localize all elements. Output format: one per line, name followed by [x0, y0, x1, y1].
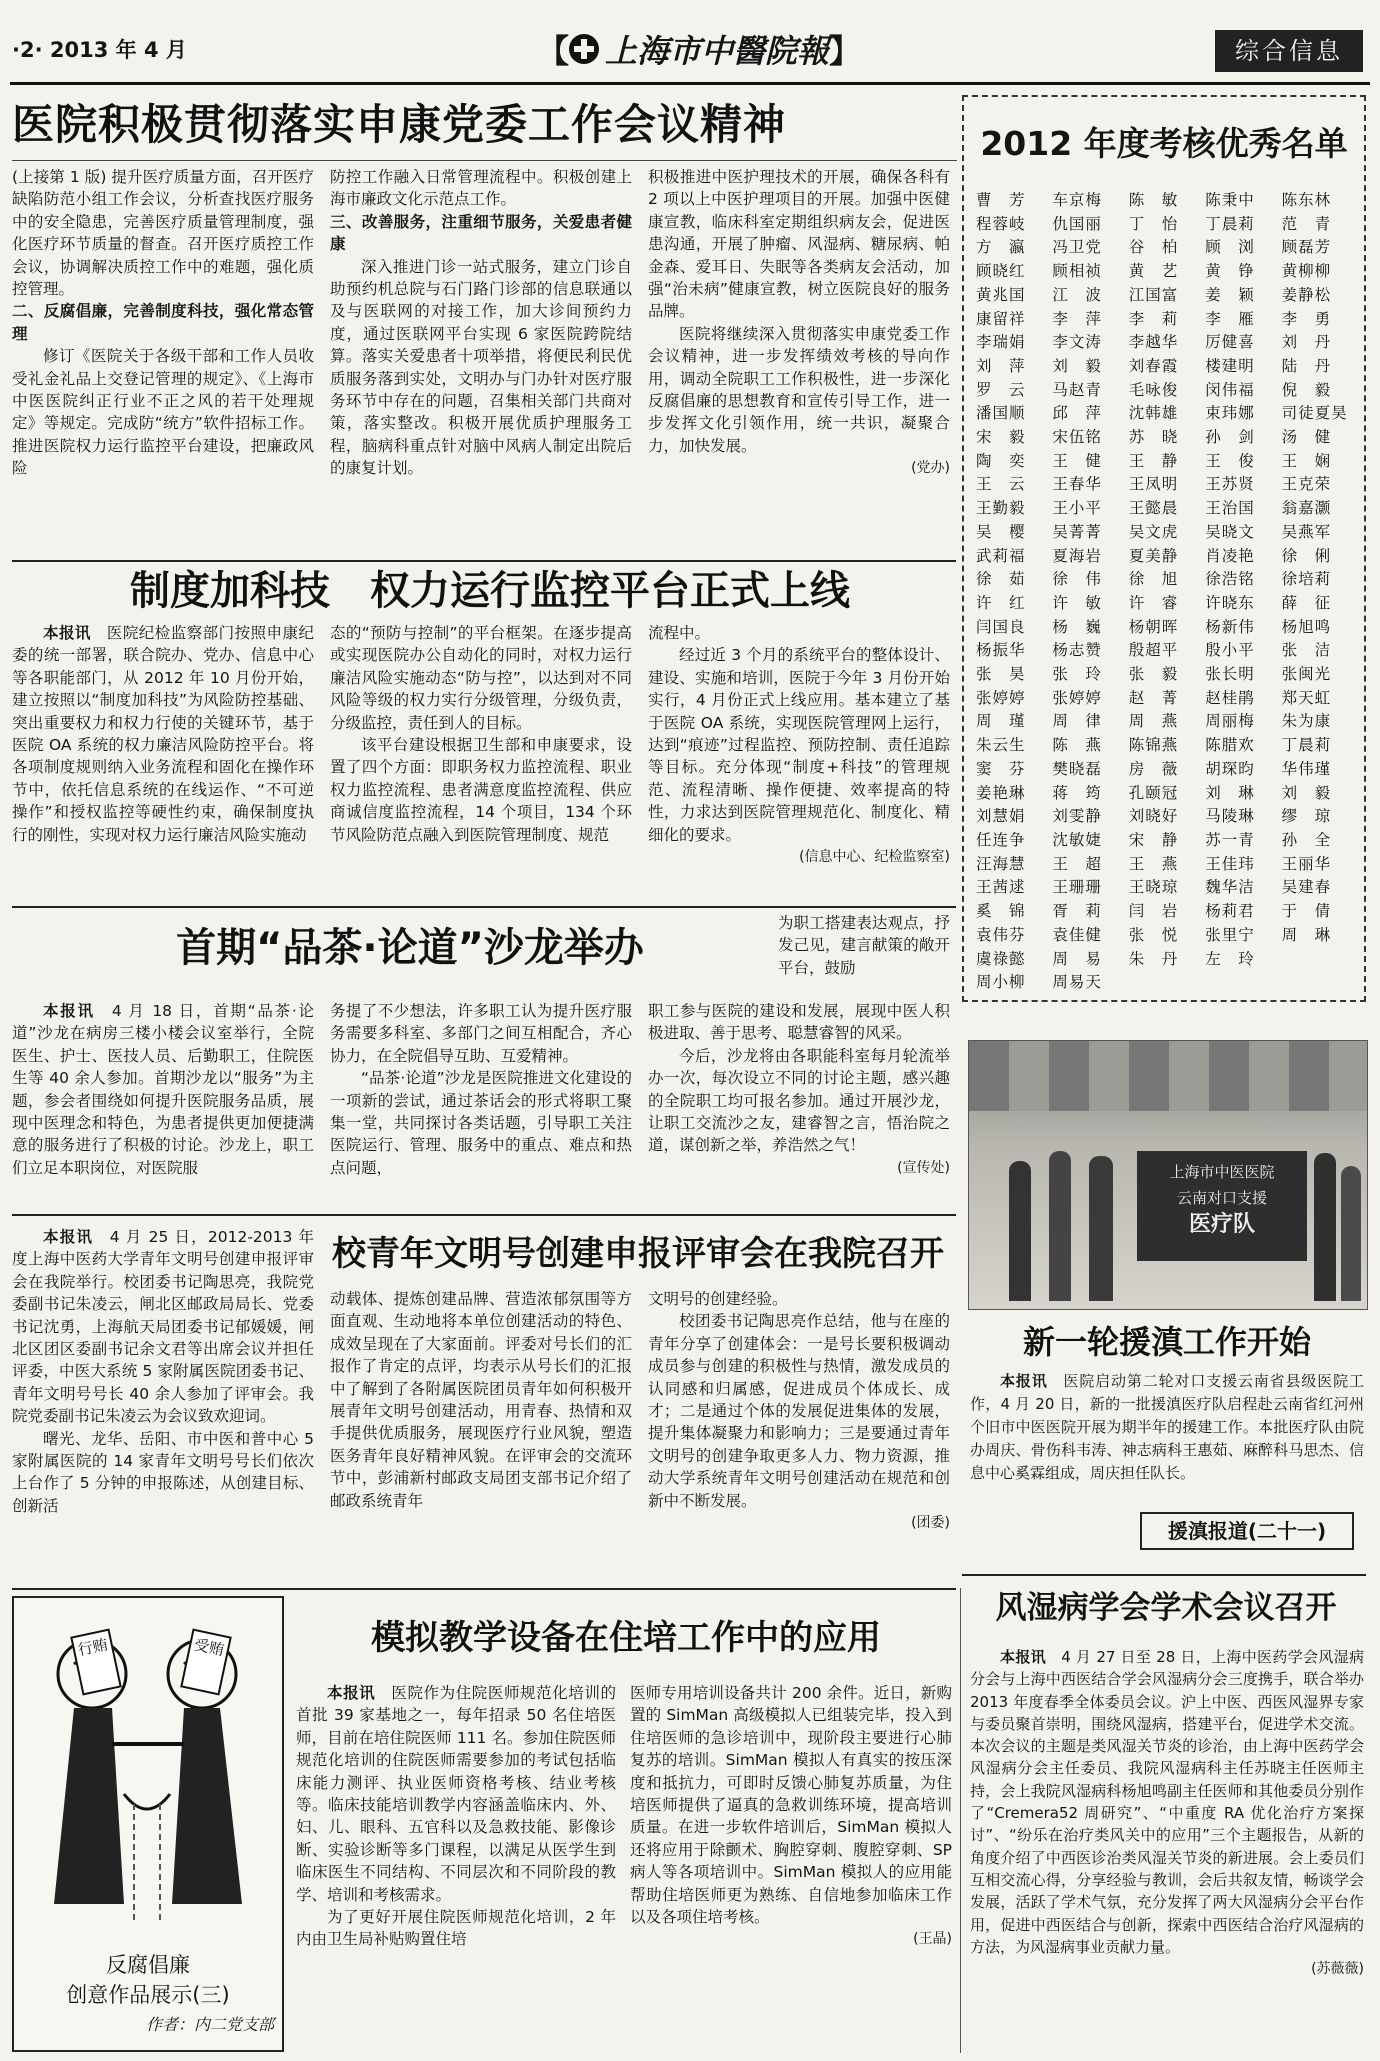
honor-name: 楼建明 [1205, 356, 1255, 375]
honor-name-grid [976, 189, 1352, 995]
honor-name: 李 雁 [1205, 309, 1255, 328]
honor-name: 于 倩 [1281, 902, 1332, 921]
honor-name: 郑天虹 [1281, 688, 1332, 707]
honor-name: 顾相祯 [1052, 262, 1102, 281]
honor-name [1282, 971, 1352, 995]
article-paragraph: 职工参与医院的建设和发展，展现中医人积极进取、善于思考、聪慧睿智的风采。 [648, 1002, 950, 1043]
honor-name: 陈秉中 [1205, 191, 1255, 209]
honor-name: 谷 柏 [1128, 238, 1179, 257]
honor-name: 厉健喜 [1205, 333, 1255, 352]
honor-name: 王懿晨 [1128, 499, 1179, 518]
honor-list-title: 2012 年度考核优秀名单 [980, 124, 1348, 163]
honor-name: 刘慧娟 [976, 807, 1026, 826]
article-source: (王晶) [913, 1931, 952, 1948]
honor-name: 王 燕 [1128, 854, 1179, 873]
article-paragraph: 本报讯 4 月 25 日，2012-2013 年度上海中医药大学青年文明号创建申报评审会在我院举行。校团委书记陶思亮，我院党委副书记朱凌云，闸北区邮政局局长、党委书记沈勇，上海航天局团委书记郁媛媛，闸北区团区委副书记余文君等出席会议并担任评委，中医大系统 5 家附属医院团委书记、青年文明号号长 40 余人参加了评审会。我院党委副书记朱凌云为会议致欢迎词。 [12, 1228, 314, 1426]
honor-name [1129, 971, 1199, 995]
honor-name: 马赵青 [1052, 380, 1102, 399]
article-column [330, 166, 632, 566]
article-paragraph: 本报讯 医院作为住院医师规范化培训的首批 39 家基地之一，每年招录 50 名住培医师，目前在培住院医师 111 名。参加住院医师规范化培训的住院医师需要参加的考试包括临床能力测评、执业医师资格考核、结业考核等。临床技能培训教学内容涵盖临床内、外、妇、儿、眼科、五官科以及急救技能、影像诊断、实验诊断等多门课程，以满足从医学生到临床医生不同结构、不同层次和不同阶段的教学、培训和考核需求。 [296, 1684, 616, 1904]
honor-name: 夏海岩 [1052, 546, 1102, 565]
honor-name: 王 云 [976, 475, 1026, 494]
honor-name: 吴建春 [1281, 878, 1332, 897]
honor-name: 袁佳健 [1052, 925, 1102, 944]
honor-name: 朱云生 [976, 736, 1026, 755]
honor-name: 黄柳柳 [1281, 262, 1332, 281]
aid-title: 新一轮援滇工作开始 [1022, 1323, 1311, 1361]
honor-name: 周 琳 [1281, 925, 1332, 944]
article-paragraph: “品茶·论道”沙龙是医院推进文化建设的一项新的尝试，通过茶话会的形式将职工聚集一堂，共同探讨各类话题，引导职工关注医院运行、管理、服务中的重点、难点和热点问题， [330, 1069, 632, 1177]
article-source: (团委) [911, 1515, 950, 1532]
dateline: 本报讯 [43, 1002, 95, 1020]
sign-accept-bribe: 受贿 [180, 1628, 232, 1695]
honor-name: 刘 萍 [976, 356, 1026, 375]
honor-name [1282, 948, 1352, 972]
honor-name: 王克荣 [1281, 475, 1332, 494]
article-paragraph: 今后，沙龙将由各职能科室每月轮流举办一次，每次设立不同的讨论主题，感兴趣的全院职工均可报名参加。通过开展沙龙，让职工交流沙之友，建睿智之言，悟治院之道，谋创新之举，养浩然之气！ [648, 1046, 950, 1155]
honor-name: 任连争 [976, 830, 1026, 849]
honor-name: 马陵琳 [1205, 807, 1255, 826]
honor-name: 丁晨莉 [1205, 214, 1255, 233]
honor-name: 徐培莉 [1281, 570, 1332, 589]
anti-corruption-cartoon [12, 1596, 284, 2052]
section-tag: 综合信息 [1215, 30, 1363, 72]
honor-name: 奚 锦 [976, 902, 1026, 921]
honor-name: 黄兆国 [976, 285, 1026, 304]
article-paragraph: 医师专用培训设备共计 200 余件。近日，新购置的 SimMan 高级模拟人已组装完毕，投入到住培医师的急诊培训中，现阶段主要进行心肺复苏的培训。SimMan 模拟人有真实的按压深度和抵抗力，可即时反馈心肺复苏质量，为住培医师提供了逼真的急救训练环境，提高培训质量。在进一步软件培训后，SimMan 模拟人还将应用于除颤术、胸腔穿刺、腹腔穿刺、SP 病人等各项培训中。SimMan 模拟人的应用能帮助住培医师更为熟练、自信地参加临床工作以及各项住培考核。 [630, 1684, 952, 1927]
honor-name: 姜 颖 [1205, 285, 1255, 304]
honor-name: 刘 琳 [1205, 783, 1255, 802]
honor-name: 樊晓磊 [1052, 759, 1102, 778]
honor-name: 袁伟芬 [976, 925, 1026, 944]
banner-line: 云南对口支援 [1176, 1189, 1267, 1207]
honor-name: 李 莉 [1128, 309, 1179, 328]
honor-name: 周易天 [1052, 973, 1102, 992]
article-source: (信息中心、纪检监察室) [799, 849, 950, 866]
honor-name: 吴 樱 [976, 522, 1026, 541]
cartoon-author: 作者：内二党支部 [145, 2015, 274, 2034]
article-column [12, 622, 314, 898]
honor-name: 徐 俐 [1281, 546, 1332, 565]
honor-name: 张 洁 [1281, 641, 1332, 660]
honor-name: 杨旭鸣 [1281, 617, 1332, 636]
article-column [970, 1646, 1364, 2056]
honor-name: 薛 征 [1281, 593, 1332, 612]
honor-name: 王小平 [1052, 499, 1102, 518]
honor-name: 周 易 [1052, 949, 1102, 968]
article-paragraph: 文明号的创建经验。 [648, 1290, 788, 1308]
honor-name: 姜艳琳 [976, 783, 1026, 802]
honor-name: 翁嘉灏 [1281, 499, 1332, 518]
honor-name: 胡琛昀 [1205, 759, 1255, 778]
honor-name: 陈东林 [1281, 191, 1332, 209]
honor-name: 徐 旭 [1128, 570, 1179, 589]
honor-name: 华伟瑾 [1281, 759, 1332, 778]
team-banner [1137, 1151, 1307, 1261]
honor-name: 张长明 [1205, 665, 1255, 684]
honor-name: 黄 铮 [1205, 262, 1255, 281]
article-paragraph: 本报讯 医院纪检监察部门按照申康纪委的统一部署，联合院办、党办、信息中心等各职能部门，从 2012 年 10 月份开始，建立按照以“制度加科技”为风险防控基础、突出重要权力和权力行使的关键环节，基于医院 OA 系统的权力廉洁风险防控平台。将各项制度规则纳入业务流程和固化在操作环节中，依托信息系统的在线运作、“不可逆操作”和授权监控等硬性约束，确保制度执行的刚性，实现对权力运行廉洁风险实施动 [12, 624, 314, 844]
honor-name: 宋 静 [1128, 830, 1179, 849]
article-column [12, 166, 314, 566]
dateline: 本报讯 [1000, 1648, 1046, 1666]
honor-name: 杨 巍 [1052, 617, 1102, 636]
honor-name: 吴晓文 [1205, 522, 1255, 541]
honor-name: 赵桂鹃 [1205, 688, 1255, 707]
honor-name: 王苏贤 [1205, 475, 1255, 494]
article-title: 医院积极贯彻落实申康党委工作会议精神 [12, 100, 787, 149]
honor-name: 毛咏俊 [1128, 380, 1179, 399]
honor-name: 刘 毅 [1052, 356, 1102, 375]
team-photo [968, 1040, 1368, 1310]
honor-name: 杨朝晖 [1128, 617, 1179, 636]
honor-name: 丁晨莉 [1281, 736, 1332, 755]
honor-name: 曹 芳 [976, 191, 1026, 209]
cartoon-drawing [14, 1604, 282, 1934]
honor-name: 王春华 [1052, 475, 1102, 494]
honor-name: 徐浩铭 [1205, 570, 1255, 589]
honor-name: 肖凌艳 [1205, 546, 1255, 565]
honor-name: 王晓琼 [1128, 878, 1179, 897]
article-column [648, 1288, 950, 1578]
honor-name: 宋伍铭 [1052, 428, 1102, 447]
honor-name: 陶 奕 [976, 451, 1026, 470]
honor-name: 闵伟福 [1205, 380, 1255, 399]
honor-name: 范 青 [1281, 214, 1332, 233]
honor-name: 吴菁菁 [1052, 522, 1102, 541]
honor-name: 康留祥 [976, 309, 1026, 328]
honor-name: 顾晓红 [976, 262, 1026, 281]
honor-name: 沈韩雄 [1128, 404, 1179, 423]
honor-name: 陆 丹 [1281, 356, 1332, 375]
honor-name: 李文涛 [1052, 333, 1102, 352]
honor-name: 方 瀛 [976, 238, 1026, 257]
article-paragraph: 流程中。 [648, 624, 711, 642]
honor-name: 车京梅 [1052, 191, 1102, 209]
honor-name: 张 毅 [1128, 665, 1179, 684]
honor-name: 夏美静 [1128, 546, 1179, 565]
honor-name: 仇国丽 [1052, 214, 1102, 233]
honor-name: 殷超平 [1128, 641, 1179, 660]
honor-name: 徐 伟 [1052, 570, 1102, 589]
honor-name: 张闽光 [1281, 665, 1332, 684]
article-source: (党办) [911, 460, 950, 477]
article-paragraph: 修订《医院关于各级干部和工作人员收受礼金礼品上交登记管理的规定》、《上海市中医医院纠正行业不正之风的若干处理规定》等规定。完成防“统方”软件招标工作。推进医院权力运行监控平台建设，把廉政风险 [12, 347, 314, 478]
honor-name: 吴燕军 [1281, 522, 1332, 541]
honor-name: 潘国顺 [976, 404, 1026, 423]
honor-name: 周小柳 [976, 973, 1026, 992]
honor-name: 陈锦燕 [1128, 736, 1179, 755]
page-date: ·2· 2013 年 4 月 [12, 38, 187, 62]
honor-name: 陈 敏 [1128, 191, 1179, 209]
article-column [12, 1226, 314, 1576]
article-paragraph: (上接第 1 版) 提升医疗质量方面，召开医疗缺陷防范小组工作会议，分析查找医疗服务中的安全隐患，完善医疗质量管理制度，强化医疗环节质量的督查。召开医疗质控工作会议，协调解决质控工作中的难题，强化质控管理。 [12, 168, 314, 299]
honor-name: 王丽华 [1281, 854, 1332, 873]
article-paragraph: 为职工搭建表达观点，抒发己见，建言献策的敞开平台，鼓励 [778, 914, 950, 977]
article-title: 风湿病学会学术会议召开 [995, 1590, 1337, 1626]
article-paragraph: 医院将继续深入贯彻落实申康党委工作会议精神，进一步发挥绩效考核的导向作用，调动全院职工工作积极性，进一步深化反腐倡廉的思想教育和宣传引导工作，进一步发挥文化引领作用，统一共识，凝聚合力，加快发展。 [648, 324, 950, 455]
article-subheading: 二、反腐倡廉，完善制度科技，强化常态管理 [12, 302, 314, 343]
honor-name [1205, 971, 1275, 995]
article-paragraph: 防控工作融入日常管理流程中。积极创建上海市廉政文化示范点工作。 [330, 168, 632, 209]
honor-name: 刘 丹 [1281, 333, 1332, 352]
article-paragraph: 为了更好开展住院医师规范化培训，2 年内由卫生局补贴购置住培 [296, 1908, 616, 1949]
cartoon-caption: 反腐倡廉 [106, 1953, 190, 1977]
honor-name: 沈敏婕 [1052, 830, 1102, 849]
honor-name: 许 睿 [1128, 593, 1179, 612]
honor-name: 黄 艺 [1128, 262, 1179, 281]
honor-name: 周 燕 [1128, 712, 1179, 731]
honor-list-box [962, 95, 1366, 1002]
honor-name: 殷小平 [1205, 641, 1255, 660]
honor-name: 周 瑾 [976, 712, 1026, 731]
article-column [330, 1288, 632, 1578]
honor-name: 陈 燕 [1052, 736, 1102, 755]
honor-name: 司徒夏昊 [1281, 404, 1348, 423]
honor-name: 王 健 [1052, 451, 1102, 470]
article-paragraph: 本报讯 4 月 18 日，首期“品茶·论道”沙龙在病房三楼小楼会议室举行，全院医生、护士、医技人员、后勤职工，住院医生等 40 余人参加。首期沙龙以“服务”为主题，参会者围绕如何提升医院服务品质，展现中医理念和特色，为患者提供更加便捷满意的服务进行了积极的讨论。沙龙上，职工们立足本职岗位，对医院服 [12, 1002, 314, 1177]
honor-name: 胥 莉 [1052, 902, 1102, 921]
honor-name: 孙 全 [1281, 830, 1332, 849]
honor-name: 张 玲 [1052, 665, 1102, 684]
honor-name: 武莉福 [976, 546, 1026, 565]
honor-name: 汤 健 [1281, 428, 1332, 447]
honor-name: 杨振华 [976, 641, 1026, 660]
honor-name: 朱 丹 [1128, 949, 1179, 968]
honor-name: 许晓东 [1205, 593, 1255, 612]
honor-name: 束玮娜 [1205, 404, 1255, 423]
article-paragraph: 态的“预防与控制”的平台框架。在逐步提高或实现医院办公自动化的同时，对权力运行廉洁风险实施动态“防与控”，以达到对不同风险等级的权力实行分级管理，分级负责，分级监控，责任到人的目标。 [330, 624, 632, 732]
honor-name: 虞祿懿 [976, 949, 1026, 968]
honor-name: 孙 剑 [1205, 428, 1255, 447]
honor-name: 顾 浏 [1205, 238, 1255, 257]
article-title: 首期“品茶·论道”沙龙举办 [176, 925, 644, 971]
honor-name: 罗 云 [976, 380, 1026, 399]
honor-name: 杨莉君 [1205, 902, 1255, 921]
article-paragraph: 本报讯 4 月 27 日至 28 日，上海中医药学会风湿病分会与上海中西医结合学会风湿病分会三度携手，联合举办 2013 年度春季全体委员会议。沪上中医、西医风湿界专家与委员聚首崇明，围绕风湿病，搭建平台，促进学术交流。本次会议的主题是类风湿关节炎的诊治，由上海中医药学会风湿病分会主任委员、我院风湿病科主任苏晓主任医师主持，会上我院风湿病科杨旭鸣副主任医师和其他委员分别作了“Cremera52 周研究”、“中重度 RA 优化治疗方案探讨”、“纷乐在治疗类风关中的应用”三个主题报告，从新的角度介绍了中西医诊治类风湿关节炎的新进展。会上委员们互相交流心得，分享经验与教训，会后共叙友情，畅谈学会发展，活跃了学术气氛，充分发挥了两大风湿病分会平台作用，促进中西医结合与创新，探索中西医结合治疗风湿病的方法，为风湿病事业贡献力量。 [970, 1648, 1364, 1956]
paper-name: 上海市中醫院報 [604, 32, 829, 70]
honor-name: 王珊珊 [1052, 878, 1102, 897]
honor-name: 缪 琼 [1281, 807, 1332, 826]
honor-name: 张 悦 [1128, 925, 1179, 944]
bracket-right: 】 [829, 32, 862, 70]
honor-name: 王 静 [1128, 451, 1179, 470]
honor-name: 许 红 [976, 593, 1026, 612]
article-title: 模拟教学设备在住培工作中的应用 [371, 1618, 881, 1658]
honor-name: 顾磊芳 [1281, 238, 1332, 257]
honor-name: 王佳玮 [1205, 854, 1255, 873]
honor-name: 倪 毅 [1281, 380, 1332, 399]
honor-name: 魏华洁 [1205, 878, 1255, 897]
honor-name: 窦 芬 [976, 759, 1026, 778]
article-paragraph: 经过近 3 个月的系统平台的整体设计、建设、实施和培训，医院于今年 3 月份开始实行，4 月份正式上线应用。基本建立了基于医院 OA 系统，实现医院管理网上运行，达到“痕迹”过程监控、预防控制、责任追踪等目标。充分体现“制度+科技”的管理规范、流程清晰、操作便捷、效率提高的特性，力求达到医院管理规范化、制度化、精细化的要求。 [648, 646, 950, 844]
article-paragraph: 曙光、龙华、岳阳、市中医和普中心 5 家附属医院的 14 家青年文明号号长们依次上台作了 5 分钟的申报陈述，从创建目标、创新活 [12, 1429, 314, 1515]
article-title: 制度加科技 权力运行监控平台正式上线 [130, 568, 850, 614]
honor-name: 张婷婷 [1052, 688, 1102, 707]
article-column [648, 166, 950, 566]
honor-name: 刘春霞 [1128, 356, 1179, 375]
honor-name: 李越华 [1128, 333, 1179, 352]
honor-name: 蒋 筠 [1052, 783, 1102, 802]
honor-name: 张婷婷 [976, 688, 1026, 707]
honor-name: 江国富 [1128, 285, 1179, 304]
honor-name: 李瑞娟 [976, 333, 1026, 352]
honor-name: 左 玲 [1205, 949, 1255, 968]
dateline: 本报讯 [43, 624, 91, 642]
banner-line: 上海市中医医院 [1169, 1163, 1275, 1181]
honor-name: 刘雯静 [1052, 807, 1102, 826]
honor-name: 丁 怡 [1128, 214, 1179, 233]
dateline: 本报讯 [43, 1228, 94, 1246]
article-paragraph: 该平台建设根据卫生部和申康要求，设置了四个方面：即职务权力监控流程、职业权力监控流程、患者满意度监控流程、供应商诚信度监控流程，14 个项目，134 个环节风险防范点融入到医院管理制度、规范 [330, 736, 632, 844]
honor-name: 王治国 [1205, 499, 1255, 518]
hospital-cross-logo [569, 34, 599, 64]
honor-name: 房 薇 [1128, 759, 1179, 778]
honor-name: 徐 茹 [976, 570, 1026, 589]
article-title: 校青年文明号创建申报评审会在我院召开 [332, 1234, 944, 1274]
honor-name: 王茜逑 [976, 878, 1026, 897]
honor-name: 陈腊欢 [1205, 736, 1255, 755]
article-paragraph: 深入推进门诊一站式服务，建立门诊自助预约机总院与石门路门诊部的信息联通以及与医联网的对接工作，加大诊间预约力度，通过医联网平台实现 6 家医院跨院结算。落实关爱患者十项举措，将便民利民优质服务落到实处，文明办与门办针对医疗服务环节中存在的问题，召集相关部门共商对策，落实整改。积极开展优质护理服务工程，脑病科重点针对脑中风病人制定出院后的康复计划。 [330, 257, 632, 478]
honor-name: 江 波 [1052, 285, 1102, 304]
sign-bribe: 行贿 [70, 1628, 122, 1695]
honor-name: 闫 岩 [1128, 902, 1179, 921]
honor-name: 王勤毅 [976, 499, 1026, 518]
article-paragraph: 动载体、提炼创建品牌、营造浓郁氛围等方面直观、生动地将本单位创建活动的特色、成效呈现在了大家面前。评委对号长们的汇报作了肯定的点评，均表示从号长们的汇报中了解到了各附属医院团员青年如何积极开展青年文明号创建活动，用青春、热情和双手提供优质服务，展现医疗行业风貌，塑造医务青年良好精神风貌。在评审会的交流环节中，彭浦新村邮政支局团支部书记介绍了邮政系统青年 [330, 1290, 632, 1510]
honor-name: 汪海慧 [976, 854, 1026, 873]
honor-name: 孔颐冠 [1128, 783, 1179, 802]
honor-name: 周 律 [1052, 712, 1102, 731]
honor-name: 程蓉岐 [976, 214, 1026, 233]
honor-name: 王 俊 [1205, 451, 1255, 470]
honor-name: 王 娴 [1281, 451, 1332, 470]
article-subheading: 三、改善服务，注重细节服务，关爱患者健康 [330, 212, 632, 254]
article-source: (宣传处) [897, 1159, 950, 1176]
article-column [648, 1000, 950, 1210]
honor-name: 刘 毅 [1281, 783, 1332, 802]
honor-name: 张里宁 [1205, 925, 1255, 944]
banner-line: 医疗队 [1188, 1211, 1255, 1237]
article-column [648, 622, 950, 898]
article-column [778, 912, 950, 1000]
honor-name: 闫国良 [976, 617, 1026, 636]
article-column [330, 1000, 632, 1210]
honor-name: 杨新伟 [1205, 617, 1255, 636]
honor-name: 张 昊 [976, 665, 1026, 684]
article-column [12, 1000, 314, 1210]
honor-name: 杨志赞 [1052, 641, 1102, 660]
honor-name: 苏 晓 [1128, 428, 1179, 447]
honor-name: 邱 萍 [1052, 404, 1102, 423]
honor-name: 刘晓好 [1128, 807, 1179, 826]
honor-name: 赵 菁 [1128, 688, 1179, 707]
honor-name: 王凤明 [1128, 475, 1179, 494]
honor-name: 冯卫党 [1052, 238, 1102, 257]
honor-name: 许 敏 [1052, 593, 1102, 612]
honor-name: 王 超 [1052, 854, 1102, 873]
cartoon-caption: 创意作品展示(三) [66, 1983, 230, 2007]
article-column [330, 622, 632, 898]
honor-name: 苏一青 [1205, 830, 1255, 849]
article-source: (苏薇薇) [1311, 1961, 1364, 1978]
dateline: 本报讯 [327, 1684, 376, 1702]
bracket-left: 【 [536, 32, 569, 70]
honor-name: 李 勇 [1281, 309, 1332, 328]
honor-name: 李 萍 [1052, 309, 1102, 328]
honor-name: 姜静松 [1281, 285, 1332, 304]
honor-name: 周丽梅 [1205, 712, 1255, 731]
article-column [296, 1682, 616, 2057]
article-paragraph: 校团委书记陶思亮作总结，他与在座的青年分享了创建体会：一是号长要积极调动成员参与创建的积极性与热情，激发成员的认同感和归属感，促进成员个体成长、成才；二是通过个体的发展促进集体的发展，提升集体凝聚力和影响力；三是要通过青年文明号的创建争取更多人力、物力资源，推动大学系统青年文明号创建活动在规范和创新中不断发展。 [648, 1312, 950, 1510]
dateline: 本报讯 [1000, 1372, 1048, 1390]
aid-series-badge: 援滇报道(二十一) [1140, 1512, 1354, 1550]
article-paragraph: 本报讯 医院启动第二轮对口支援云南省县级医院工作，4 月 20 日，新的一批援滇医疗队启程赴云南省红河州个旧市中医医院开展为期半年的援建工作。本批医疗队由院办周庆、骨伤科韦涛、神志病科王惠茹、麻醉科马思杰、信息中心奚霖组成，周庆担任队长。 [970, 1372, 1364, 1482]
honor-name: 宋 毅 [976, 428, 1026, 447]
article-paragraph: 积极推进中医护理技术的开展，确保各科有 2 项以上中医护理项目的开展。加强中医健康宣教，临床科室定期组织病友会，促进医患沟通，开展了肿瘤、风湿病、糖尿病、帕金森、爱耳日、失眠等各类病友会活动，加强“治未病”健康宣教，树立医院良好的服务品牌。 [648, 168, 950, 321]
honor-name: 吴文虎 [1128, 522, 1179, 541]
article-column [630, 1682, 952, 2057]
paper-nameplate [518, 22, 880, 76]
honor-name: 朱为康 [1281, 712, 1332, 731]
article-paragraph: 务提了不少想法，许多职工认为提升医疗服务需要多科室、多部门之间互相配合，齐心协力，在全院倡导互助、互爱精神。 [330, 1002, 632, 1065]
